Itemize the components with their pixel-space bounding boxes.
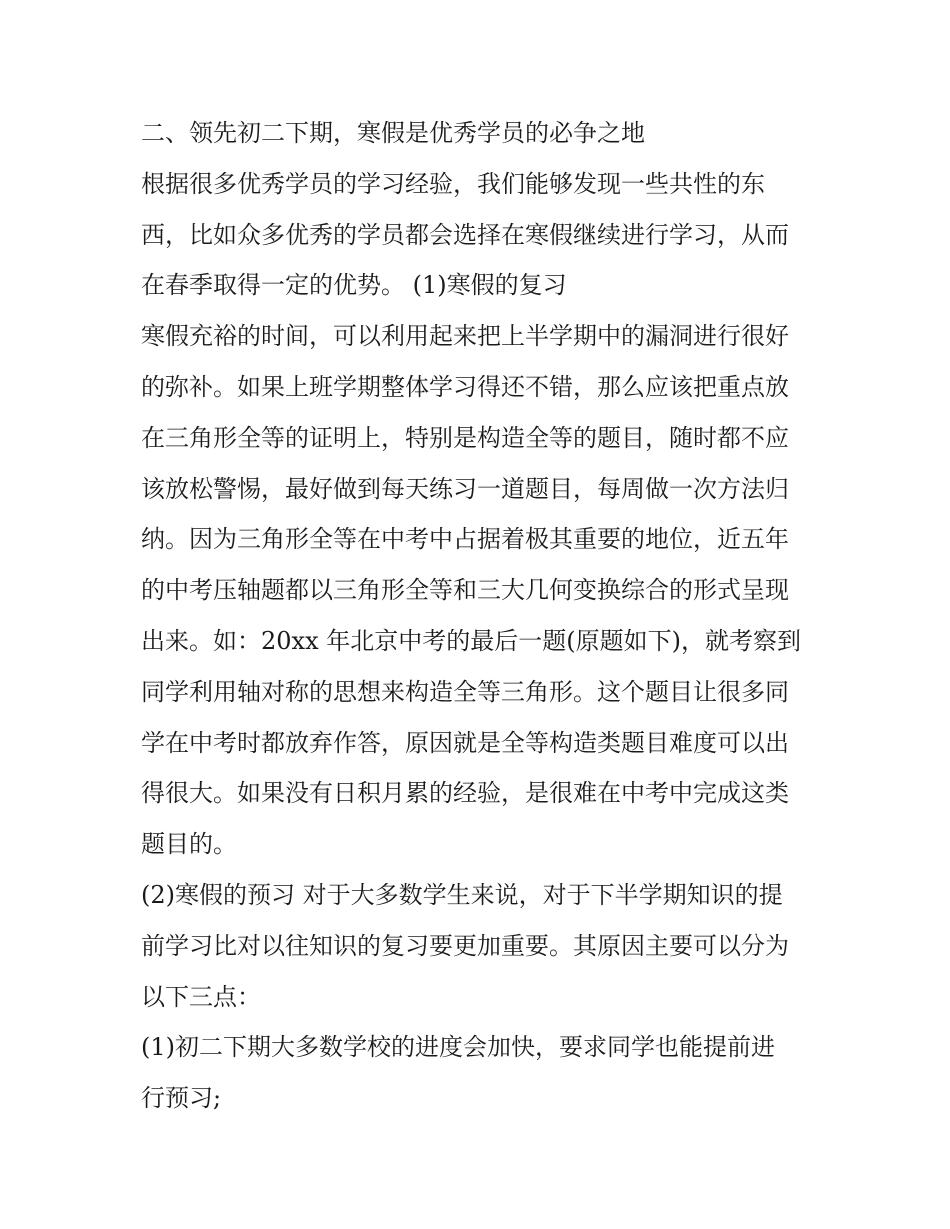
text-line: 行预习; [141, 1084, 222, 1113]
text-line: 以下三点： [141, 982, 261, 1011]
text-line: 出来。如：20xx 年北京中考的最后一题(原题如下)，就考察到 [141, 626, 801, 655]
text-line: 纳。因为三角形全等在中考中占据着极其重要的地位，近五年 [141, 525, 789, 554]
document-body [141, 108, 821, 1124]
text-line: 西，比如众多优秀的学员都会选择在寒假继续进行学习，从而 [141, 220, 789, 249]
text-line: 得很大。如果没有日积月累的经验，是很难在中考中完成这类 [141, 779, 789, 808]
text-line: 同学利用轴对称的思想来构造全等三角形。这个题目让很多同 [141, 677, 789, 706]
text-line: 根据很多优秀学员的学习经验，我们能够发现一些共性的东 [141, 169, 765, 198]
text-line: 的弥补。如果上班学期整体学习得还不错，那么应该把重点放 [141, 372, 789, 401]
text-line: 该放松警惕，最好做到每天练习一道题目，每周做一次方法归 [141, 474, 789, 503]
text-line: 在三角形全等的证明上，特别是构造全等的题目，随时都不应 [141, 423, 789, 452]
text-line: 的中考压轴题都以三角形全等和三大几何变换综合的形式呈现 [141, 576, 789, 605]
section-heading: 二、领先初二下期，寒假是优秀学员的必争之地 [141, 119, 645, 147]
text-line: (1)初二下期大多数学校的进度会加快，要求同学也能提前进 [141, 1033, 775, 1062]
text-line: 题目的。 [141, 830, 237, 859]
text-line: 前学习比对以往知识的复习要更加重要。其原因主要可以分为 [141, 931, 789, 960]
text-line: 在春季取得一定的优势。 (1)寒假的复习 [141, 271, 567, 300]
text-line: 学在中考时都放弃作答，原因就是全等构造类题目难度可以出 [141, 728, 789, 757]
text-line: 寒假充裕的时间，可以利用起来把上半学期中的漏洞进行很好 [141, 322, 789, 351]
text-line: (2)寒假的预习 对于大多数学生来说，对于下半学期知识的提 [141, 880, 783, 909]
